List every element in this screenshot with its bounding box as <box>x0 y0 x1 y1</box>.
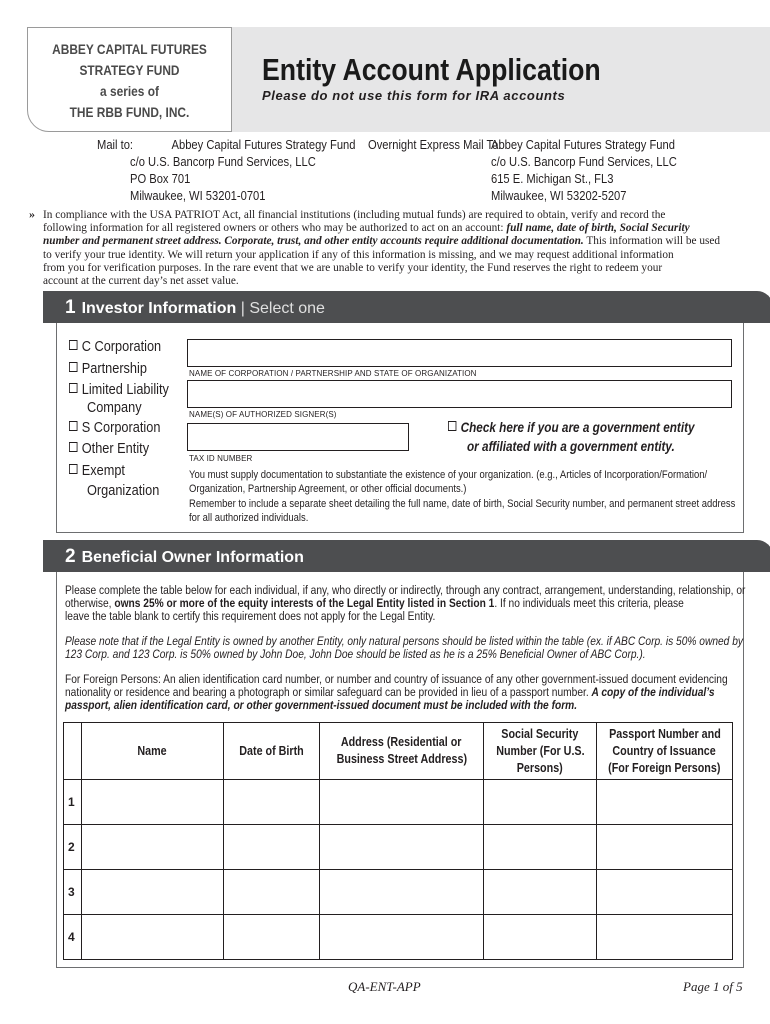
overnight-address-line: 615 E. Michigan St., FL3 <box>491 171 614 186</box>
passport-cell[interactable] <box>597 825 733 870</box>
fund-name-line: ABBEY CAPITAL FUTURES <box>52 41 207 57</box>
government-line-1: Check here if you are a government entity <box>460 419 695 435</box>
option-label: S Corporation <box>81 419 161 436</box>
foreign-persons-note: passport, alien identification card, or other government-issued document must be included with the form. <box>65 698 578 712</box>
legal-entity-note: 123 Corp. and 123 Corp. is 50% owned by John Doe, John Doe should be listed as he is a 25% Beneficial Owner of ABC Corp.). <box>65 647 646 661</box>
option-label: C Corporation <box>81 338 162 355</box>
section-number: 1 <box>65 297 76 318</box>
dob-cell[interactable] <box>224 915 320 960</box>
patriot-line <box>43 222 743 235</box>
address-cell[interactable] <box>320 915 484 960</box>
checkbox-other-entity[interactable] <box>69 440 149 458</box>
documentation-note: You must supply documentation to substantiate the existence of your organization. (e.g., Articles of Incorporation/Formation/ <box>189 469 708 481</box>
page-subtitle: Please do not use this form for IRA accounts <box>262 88 566 103</box>
section-1-title <box>65 297 325 319</box>
ssn-cell[interactable] <box>484 825 597 870</box>
corporation-name-label: NAME OF CORPORATION / PARTNERSHIP AND STATE OF ORGANIZATION <box>189 369 477 378</box>
option-label-continued: Company <box>87 399 142 416</box>
tax-id-label: TAX ID NUMBER <box>189 454 253 463</box>
instruction-emphasis: A copy of the individual’s <box>591 685 715 699</box>
checkbox-icon[interactable] <box>69 362 78 372</box>
name-cell[interactable] <box>82 780 224 825</box>
corporation-name-field[interactable] <box>187 339 732 367</box>
checkbox-icon[interactable] <box>69 442 78 452</box>
header-text: Number (For U.S. <box>495 743 585 758</box>
checkbox-icon[interactable] <box>69 421 78 431</box>
overnight-label: Overnight Express Mail To: <box>368 137 502 152</box>
row-number: 2 <box>64 825 82 870</box>
header-text: Business Street Address) <box>336 752 467 766</box>
instruction-text: otherwise, <box>65 596 115 610</box>
tax-id-field[interactable] <box>187 423 409 451</box>
table-row <box>64 780 733 825</box>
row-number: 3 <box>64 870 82 915</box>
notice-marker: » <box>29 207 35 221</box>
table-row <box>64 870 733 915</box>
address-cell[interactable] <box>320 825 484 870</box>
mail-to-label: Mail to: <box>97 137 134 152</box>
checkbox-s-corporation[interactable] <box>69 419 160 437</box>
passport-cell[interactable] <box>597 915 733 960</box>
overnight-address-line: c/o U.S. Bancorp Fund Services, LLC <box>491 154 677 169</box>
fund-name-line: STRATEGY FUND <box>79 62 180 78</box>
header-text: (For Foreign Persons) <box>608 760 721 775</box>
mail-address-line: PO Box 701 <box>130 171 191 186</box>
instruction-text: . If no individuals meet this criteria, please <box>494 596 684 610</box>
checkbox-icon[interactable] <box>448 421 456 431</box>
row-number-header <box>64 723 82 780</box>
section-1-header <box>43 291 770 323</box>
table-row <box>64 915 733 960</box>
patriot-emphasis: full name, date of birth, Social Security <box>506 222 690 235</box>
table-row <box>64 825 733 870</box>
overnight-address-line: Abbey Capital Futures Strategy Fund <box>491 137 675 152</box>
patriot-text: following information for all registered owners or others who may be authorized to act on an account: <box>43 222 507 235</box>
name-cell[interactable] <box>82 870 224 915</box>
foreign-persons-note: For Foreign Persons: An alien identification card number, or number and country of issuance of any other government-issued document evidencing <box>65 672 728 686</box>
mail-address-line: c/o U.S. Bancorp Fund Services, LLC <box>130 154 316 169</box>
dob-cell[interactable] <box>224 870 320 915</box>
section-2-header <box>43 540 770 572</box>
checkbox-icon[interactable] <box>69 464 78 474</box>
patriot-line: from you for verification purposes. In the rare event that we are unable to verify your identity, the Fund reserves the right to redeem your <box>43 261 663 274</box>
row-number: 4 <box>64 915 82 960</box>
name-cell[interactable] <box>82 915 224 960</box>
page-number: Page 1 of 5 <box>683 979 743 994</box>
overnight-address-line: Milwaukee, WI 53202-5207 <box>491 188 627 203</box>
header-text: Address (Residential or <box>341 735 462 749</box>
authorized-signer-field[interactable] <box>187 380 732 408</box>
header-text: Persons) <box>516 760 564 775</box>
fund-name-line: a series of <box>100 83 159 99</box>
mail-address <box>133 136 355 153</box>
government-line-2: or affiliated with a government entity. <box>467 438 675 454</box>
checkbox-llc[interactable] <box>69 381 169 399</box>
patriot-line: In compliance with the USA PATRIOT Act, all financial institutions (including mutual funds) are required to obtain, verify and record the <box>43 209 666 221</box>
instruction-emphasis: owns 25% or more of the equity interests of the Legal Entity listed in Section 1 <box>114 596 495 610</box>
patriot-notice <box>43 209 743 288</box>
passport-column-header <box>597 723 733 780</box>
header-text: Country of Issuance <box>612 743 717 758</box>
checkbox-icon[interactable] <box>69 383 78 393</box>
ssn-cell[interactable] <box>484 870 597 915</box>
option-label: Partnership <box>81 360 147 377</box>
option-label: Other Entity <box>81 440 150 457</box>
address-cell[interactable] <box>320 780 484 825</box>
option-label: Exempt <box>81 462 125 479</box>
checkbox-c-corporation[interactable] <box>69 338 161 356</box>
documentation-note: for all authorized individuals. <box>189 512 309 524</box>
mail-address-line: Milwaukee, WI 53201-0701 <box>130 188 266 203</box>
patriot-line <box>43 235 743 248</box>
address-column-header <box>320 723 484 780</box>
ssn-cell[interactable] <box>484 915 597 960</box>
name-column-header <box>82 723 224 780</box>
documentation-note: Organization, Partnership Agreement, or other official documents.) <box>189 483 467 495</box>
checkbox-partnership[interactable] <box>69 360 147 378</box>
beneficial-owner-table <box>63 722 733 960</box>
header-text: Passport Number and <box>608 726 721 741</box>
dob-cell[interactable] <box>224 780 320 825</box>
section-2-title <box>65 546 304 568</box>
ssn-cell[interactable] <box>484 780 597 825</box>
dob-column-header <box>224 723 320 780</box>
page-title: Entity Account Application <box>262 52 601 87</box>
beneficial-owner-instructions: Please complete the table below for each individual, if any, who directly or indirectly, through any contract, arrangement, understanding, relationship, or <box>65 583 746 597</box>
checkbox-exempt-organization[interactable] <box>69 462 125 480</box>
fund-name-line: THE RBB FUND, INC. <box>69 104 190 120</box>
row-number: 1 <box>64 780 82 825</box>
form-code: QA-ENT-APP <box>348 979 421 994</box>
header-text: Date of Birth <box>239 743 304 758</box>
table-header-row <box>64 723 733 780</box>
option-label: Limited Liability <box>81 381 169 398</box>
patriot-text: This information will be used <box>583 235 721 248</box>
option-label-continued: Organization <box>87 482 160 499</box>
checkbox-icon[interactable] <box>69 340 78 350</box>
patriot-emphasis: number and permanent street address. Corporate, trust, and other entity accounts require additional documentation. <box>43 235 584 248</box>
address-cell[interactable] <box>320 870 484 915</box>
passport-cell[interactable] <box>597 780 733 825</box>
patriot-line: to verify your true identity. We will return your application if any of this information is missing, and we may request additional information <box>43 248 674 261</box>
patriot-line: account at the current day’s net asset value. <box>43 275 239 288</box>
section-title-text: Investor Information <box>81 300 237 317</box>
header-text: Social Security <box>501 726 579 741</box>
ssn-column-header <box>484 723 597 780</box>
fund-name-box <box>27 27 232 132</box>
name-cell[interactable] <box>82 825 224 870</box>
government-entity-checkbox[interactable] <box>448 418 695 437</box>
passport-cell[interactable] <box>597 870 733 915</box>
section-title-text: Beneficial Owner Information <box>81 549 304 566</box>
legal-entity-note: Please note that if the Legal Entity is owned by another Entity, only natural persons should be listed within the table (ex. if ABC Corp. is 50% owned by <box>65 634 743 648</box>
section-number: 2 <box>65 546 76 567</box>
authorized-signer-label: NAME(S) OF AUTHORIZED SIGNER(S) <box>189 410 337 419</box>
mail-address-line: Abbey Capital Futures Strategy Fund <box>171 137 356 152</box>
section-qualifier: | Select one <box>240 300 325 317</box>
dob-cell[interactable] <box>224 825 320 870</box>
instruction-text: nationality or residence and bearing a photograph or similar safeguard can be provided in lieu of a passport number. <box>65 685 592 699</box>
documentation-note: Remember to include a separate sheet detailing the full name, date of birth, Social Security number, and permanent street address <box>189 498 736 510</box>
header-text: Name <box>137 743 168 758</box>
beneficial-owner-instructions: leave the table blank to certify this requirement does not apply for the Legal Entity. <box>65 609 436 623</box>
